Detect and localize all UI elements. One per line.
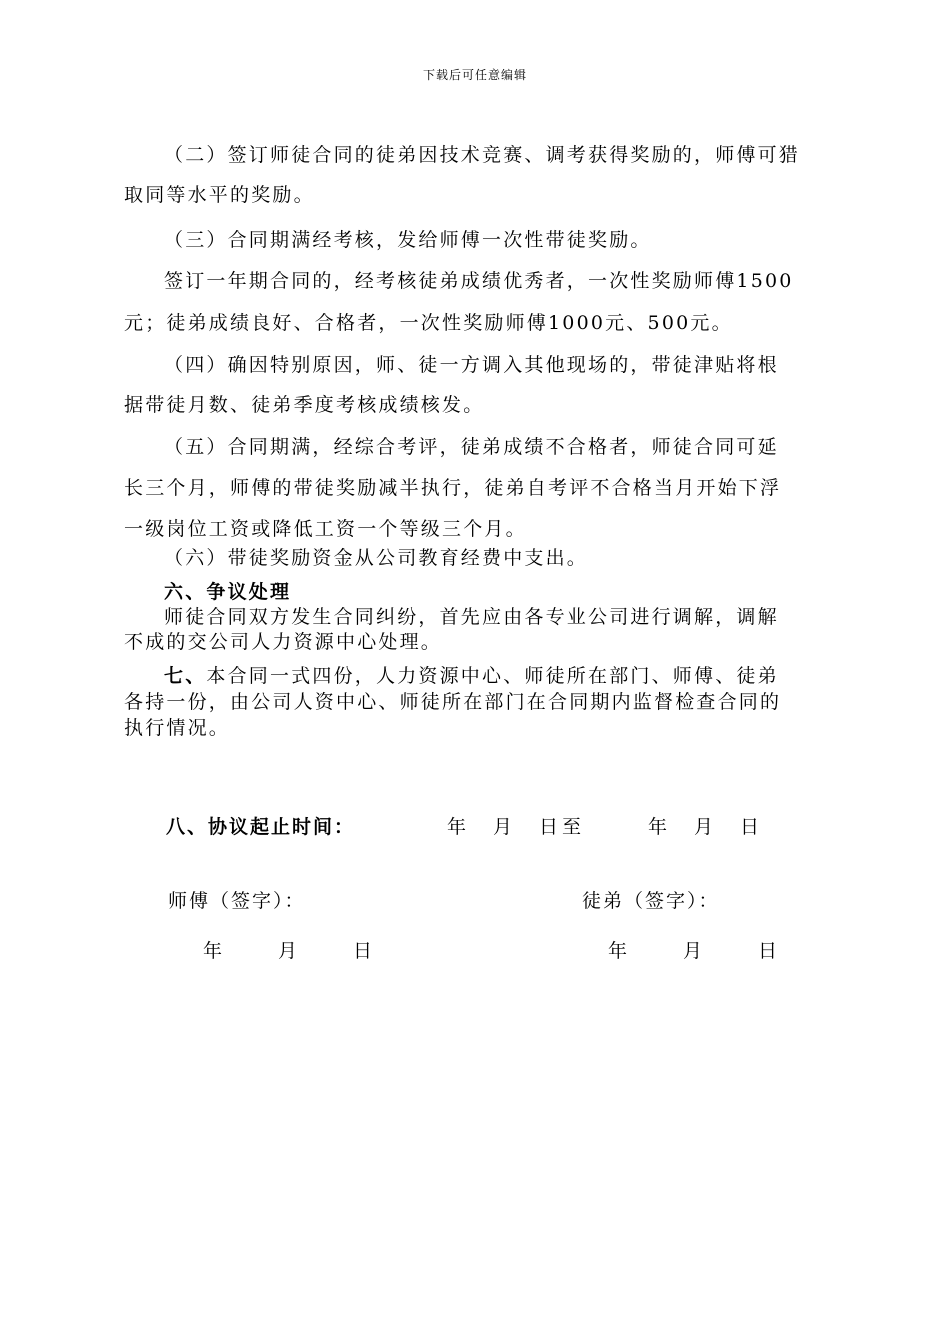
item4-line1: （四）确因特别原因，师、徒一方调入其他现场的，带徒津贴将根 xyxy=(164,354,779,376)
item4-line2: 据带徒月数、徒弟季度考核成绩核发。 xyxy=(124,394,485,416)
item5-line3: 一级岗位工资或降低工资一个等级三个月。 xyxy=(124,518,527,540)
master-signature-label: 师傅（签字）： xyxy=(168,890,306,912)
item5-line1: （五）合同期满，经综合考评，徒弟成绩不合格者，师徒合同可延 xyxy=(164,436,779,458)
item2-line2: 取同等水平的奖励。 xyxy=(124,184,315,206)
section7-line2: 各持一份，由公司人资中心、师徒所在部门在合同期内监督检查合同的 xyxy=(124,691,782,713)
section6-line1: 师徒合同双方发生合同纠纷，首先应由各专业公司进行调解，调解 xyxy=(164,606,779,628)
section6-line2: 不成的交公司人力资源中心处理。 xyxy=(124,631,443,653)
section7-heading: 七、 xyxy=(164,665,207,687)
section7-line3: 执行情况。 xyxy=(124,717,231,739)
page-header-note: 下载后可任意编辑 xyxy=(422,68,527,82)
apprentice-signature-label: 徒弟（签字）： xyxy=(582,890,720,912)
section7-line1 xyxy=(164,661,868,688)
item3-detail-line2: 元；徒弟成绩良好、合格者，一次性奖励师傅1000元、500元。 xyxy=(124,312,733,334)
agreement-end-date: 年 月 日 xyxy=(648,816,764,838)
item5-line2: 长三个月，师傅的带徒奖励减半执行，徒弟自考评不合格当月开始下浮 xyxy=(124,477,782,499)
master-signature-date: 年 月 日 xyxy=(203,940,379,962)
agreement-start-date: 年 月 日至 xyxy=(447,816,586,838)
item2-line1: （二）签订师徒合同的徒弟因技术竞赛、调考获得奖励的，师傅可猎 xyxy=(164,144,801,166)
item3: （三）合同期满经考核，发给师傅一次性带徒奖励。 xyxy=(164,229,652,251)
item6: （六）带徒奖励资金从公司教育经费中支出。 xyxy=(164,547,589,569)
section6-heading: 六、争议处理 xyxy=(164,581,292,603)
section7-line1-text: 本合同一式四份，人力资源中心、师徒所在部门、师傅、徒弟 xyxy=(206,665,779,687)
apprentice-signature-date: 年 月 日 xyxy=(608,940,784,962)
item3-detail-line1: 签订一年期合同的，经考核徒弟成绩优秀者，一次性奖励师傅1500 xyxy=(164,270,794,292)
section8-heading: 八、协议起止时间： xyxy=(166,816,356,838)
